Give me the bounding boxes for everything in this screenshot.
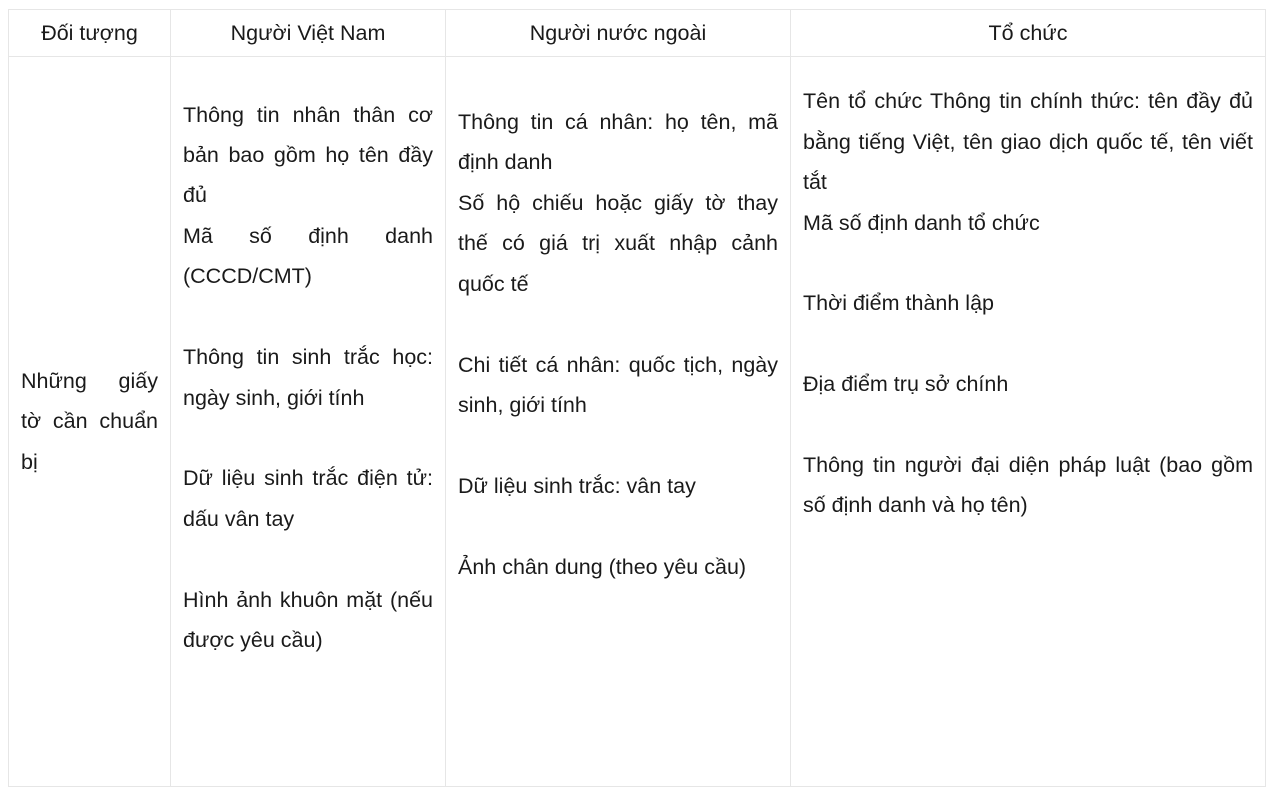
list-item: Tên tổ chức Thông tin chính thức: tên đầy đủ bằng tiếng Việt, tên giao dịch quốc tế, tên viết tắt	[803, 89, 1253, 195]
paragraph-spacer	[183, 539, 433, 579]
list-item: Hình ảnh khuôn mặt (nếu được yêu cầu)	[183, 587, 433, 652]
organization-list	[803, 81, 1253, 525]
list-item: Thông tin người đại diện pháp luật (bao gồm số định danh và họ tên)	[803, 452, 1253, 518]
header-subject: Đối tượng	[9, 10, 171, 57]
list-item: Thời điểm thành lập	[803, 291, 994, 316]
header-vietnamese: Người Việt Nam	[171, 10, 446, 57]
requirements-table	[8, 9, 1266, 787]
vietnamese-cell	[171, 57, 446, 787]
document-table-wrapper	[8, 9, 1266, 787]
list-item: Mã số định danh (CCCD/CMT)	[183, 223, 433, 289]
paragraph-spacer	[183, 418, 433, 458]
list-item: Dữ liệu sinh trắc điện tử: dấu vân tay	[183, 466, 433, 531]
list-item: Mã số định danh tổ chức	[803, 210, 1040, 235]
list-item: Số hộ chiếu hoặc giấy tờ thay thế có giá trị xuất nhập cảnh quốc tế	[458, 190, 778, 296]
list-item: Ảnh chân dung (theo yêu cầu)	[458, 554, 747, 579]
row-label: Những giấy tờ cần chuẩn bị	[21, 368, 158, 474]
paragraph-spacer	[458, 304, 778, 344]
foreigner-list	[458, 102, 778, 587]
vietnamese-list	[183, 95, 433, 661]
paragraph-spacer	[803, 324, 1253, 364]
list-item: Thông tin sinh trắc học: ngày sinh, giới tính	[183, 345, 433, 410]
table-row	[9, 57, 1266, 787]
row-label-cell	[9, 57, 171, 787]
list-item: Thông tin nhân thân cơ bản bao gồm họ tên đầy đủ	[183, 102, 433, 208]
paragraph-spacer	[458, 425, 778, 465]
list-item: Thông tin cá nhân: họ tên, mã định danh	[458, 110, 778, 175]
foreigner-cell	[446, 57, 791, 787]
list-item: Chi tiết cá nhân: quốc tịch, ngày sinh, giới tính	[458, 352, 778, 417]
header-foreigner: Người nước ngoài	[446, 10, 791, 57]
list-item: Dữ liệu sinh trắc: vân tay	[458, 473, 696, 498]
paragraph-spacer	[803, 405, 1253, 445]
paragraph-spacer	[183, 297, 433, 337]
list-item: Địa điểm trụ sở chính	[803, 372, 1009, 397]
paragraph-spacer	[803, 243, 1253, 283]
organization-cell	[791, 57, 1266, 787]
paragraph-spacer	[458, 506, 778, 546]
table-header-row	[9, 10, 1266, 57]
header-organization: Tổ chức	[791, 10, 1266, 57]
